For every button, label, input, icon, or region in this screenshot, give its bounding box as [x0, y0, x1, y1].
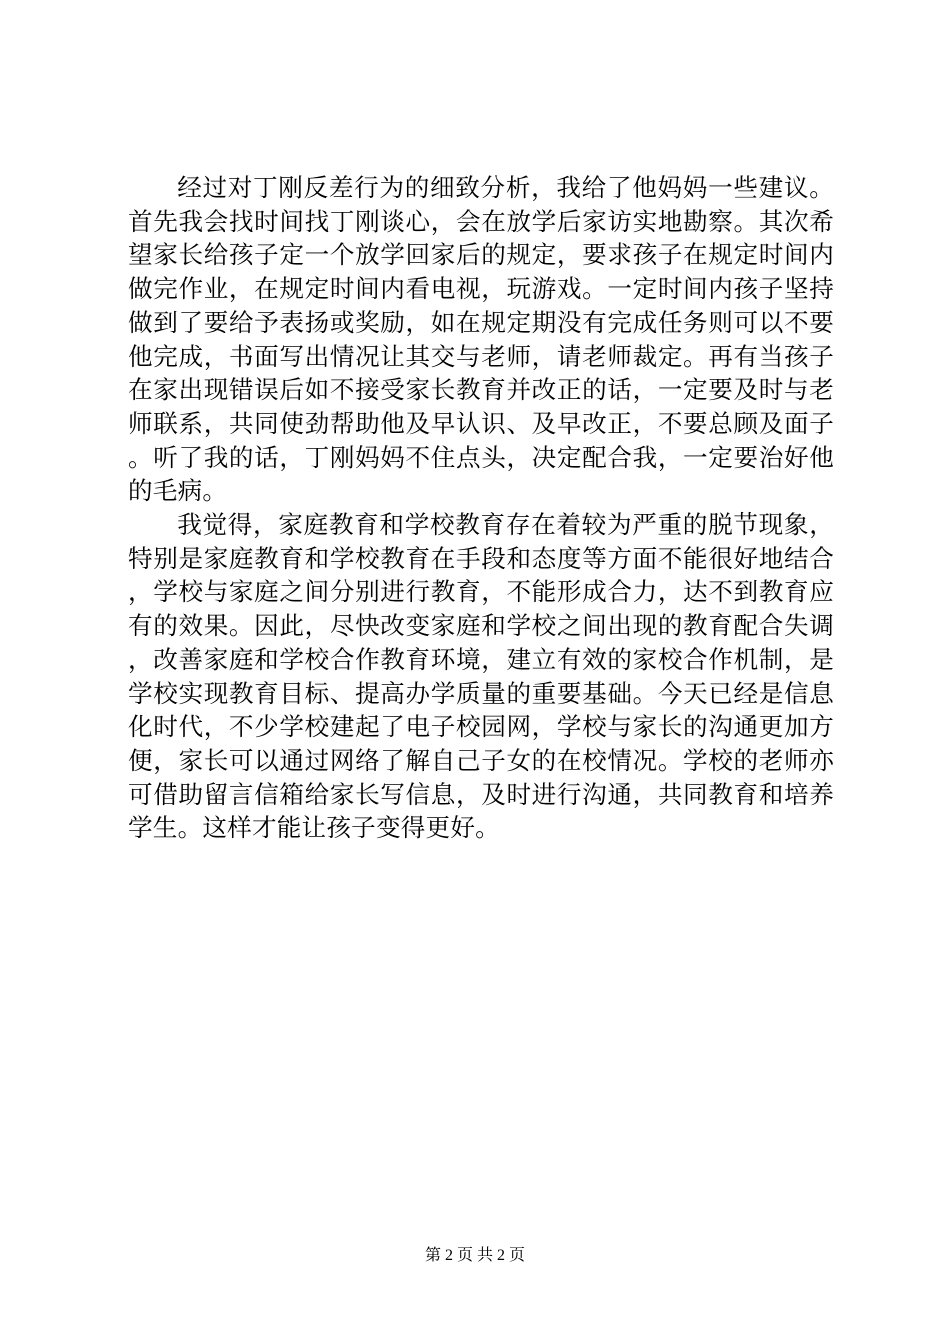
paragraph-2: 我觉得，家庭教育和学校教育存在着较为严重的脱节现象，特别是家庭教育和学校教育在手段和态度等方面不能很好地结合，学校与家庭之间分别进行教育，不能形成合力，达不到教育应有的效果。因此，尽快改变家庭和学校之间出现的教育配合失调，改善家庭和学校合作教育环境，建立有效的家校合作机制，是学校实现教育目标、提高办学质量的重要基础。今天已经是信息化时代，不少学校建起了电子校园网，学校与家长的沟通更加方便，家长可以通过网络了解自己子女的在校情况。学校的老师亦可借助留言信箱给家长写信息，及时进行沟通，共同教育和培养学生。这样才能让孩子变得更好。	[128, 510, 834, 843]
paragraph-1: 经过对丁刚反差行为的细致分析，我给了他妈妈一些建议。首先我会找时间找丁刚谈心，会在放学后家访实地勘察。其次希望家长给孩子定一个放学回家后的规定，要求孩子在规定时间内做完作业，在规定时间内看电视，玩游戏。一定时间内孩子坚持做到了要给予表扬或奖励，如在规定期没有完成任务则可以不要他完成，书面写出情况让其交与老师，请老师裁定。再有当孩子在家出现错误后如不接受家长教育并改正的话，一定要及时与老师联系，共同使劲帮助他及早认识、及早改正，不要总顾及面子。听了我的话，丁刚妈妈不住点头，决定配合我，一定要治好他的毛病。	[128, 173, 834, 506]
page-footer	[0, 1246, 950, 1266]
page-number-label: 第 2 页 共 2 页	[424, 1247, 525, 1264]
body-text	[128, 171, 834, 845]
